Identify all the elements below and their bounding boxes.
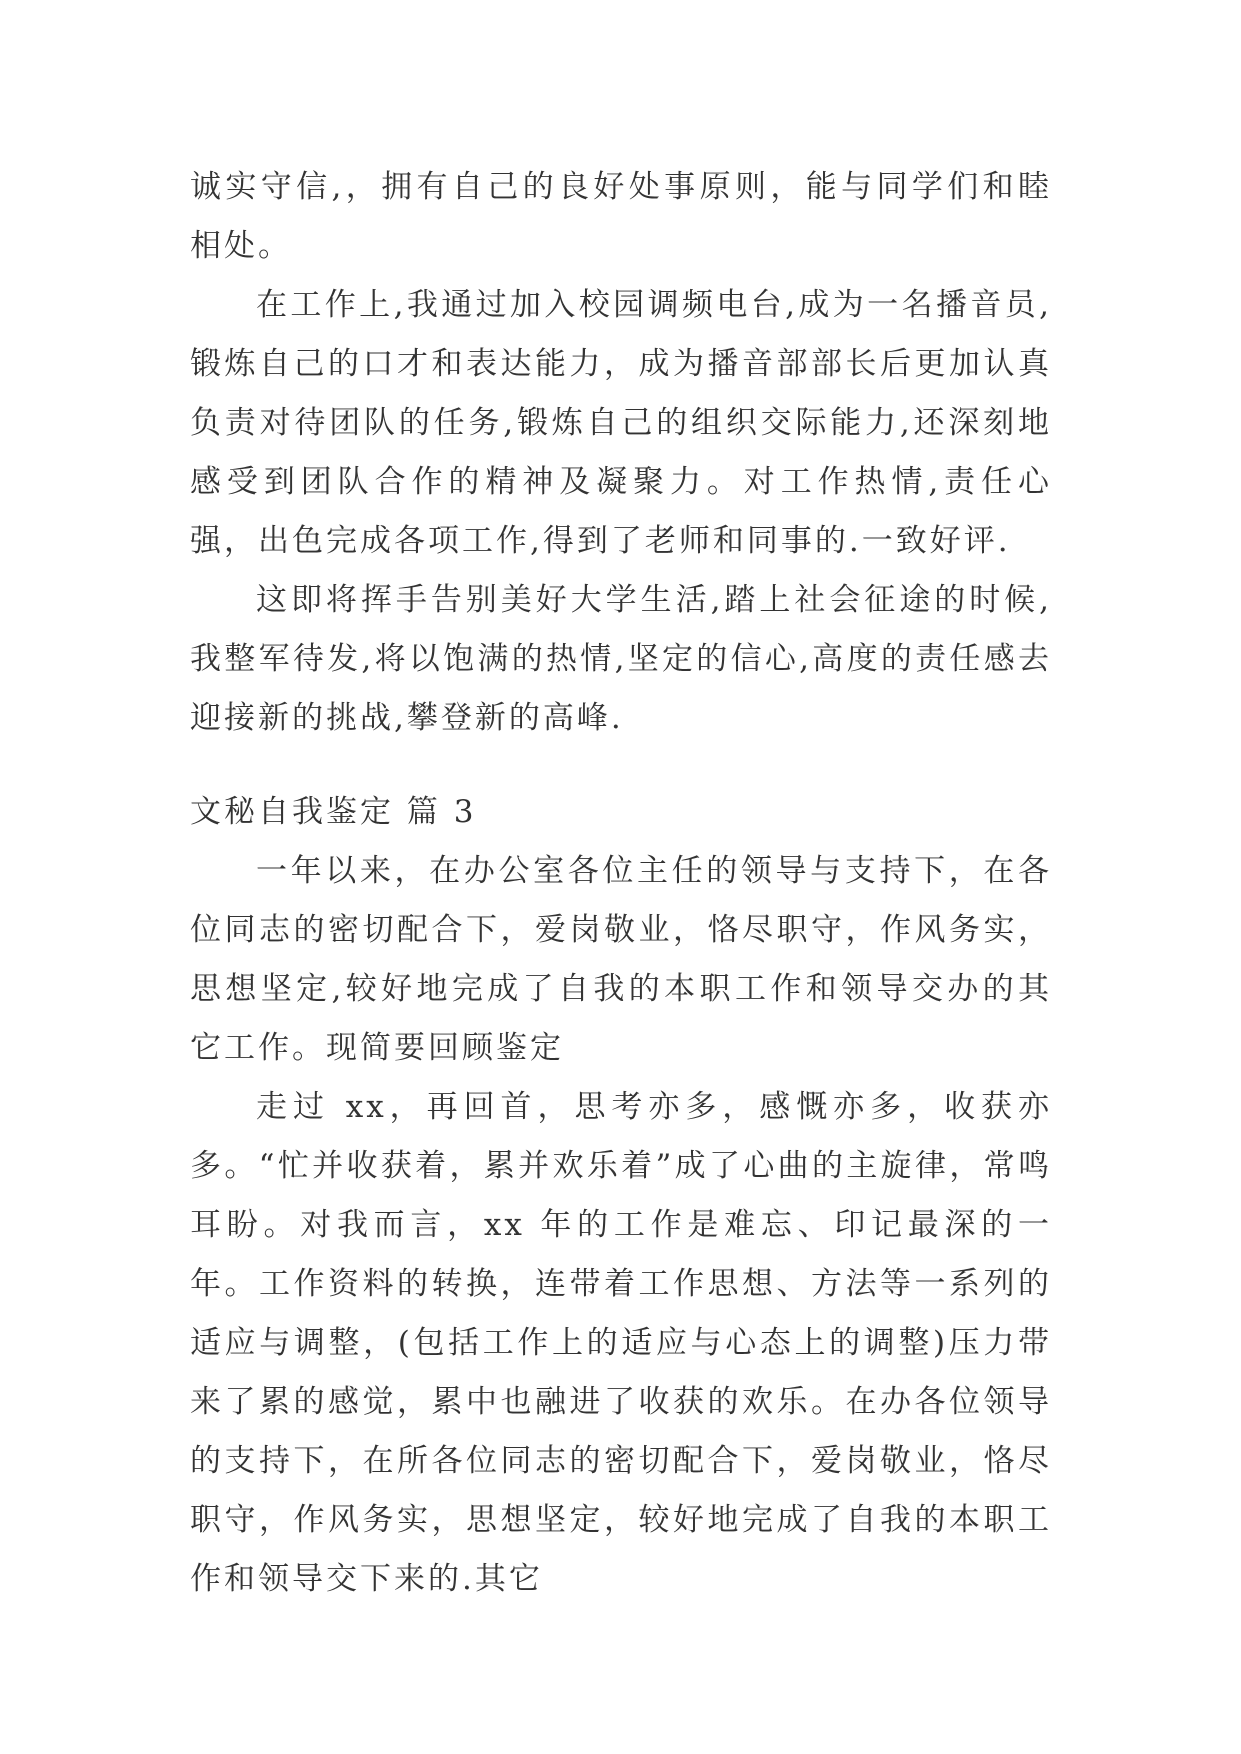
paragraph-farewell: 这即将挥手告别美好大学生活,踏上社会征途的时候,我整军待发,将以饱满的热情,坚定的信心,高度的责任感去迎接新的挑战,攀登新的高峰. <box>190 582 1052 736</box>
paragraph-work: 在工作上,我通过加入校园调频电台,成为一名播音员,锻炼自己的口才和表达能力，成为播音部部长后更加认真负责对待团队的任务,锻炼自己的组织交际能力,还深刻地感受到团队合作的精神及凝聚力。对工作热情,责任心强，出色完成各项工作,得到了老师和同事的.一致好评. <box>190 287 1052 559</box>
paragraph-summary: 一年以来，在办公室各位主任的领导与支持下，在各位同志的密切配合下，爱岗敬业，恪尽职守，作风务实，思想坚定,较好地完成了自我的本职工作和领导交办的其它工作。现简要回顾鉴定 <box>190 853 1052 1066</box>
paragraph-continuation: 诚实守信,，拥有自己的良好处事原则，能与同学们和睦相处。 <box>190 169 1052 264</box>
paragraph-review: 走过 xx，再回首，思考亦多，感慨亦多，收获亦多。“忙并收获着，累并欢乐着”成了心曲的主旋律，常鸣耳盼。对我而言，xx 年的工作是难忘、印记最深的一年。工作资料的转换，连带着工作思想、方法等一系列的适应与调整，(包括工作上的适应与心态上的调整)压力带来了累的感觉，累中也融进了收获的欢乐。在办各位领导的支持下，在所各位同志的密切配合下，爱岗敬业，恪尽职守，作风务实，思想坚定，较好地完成了自我的本职工作和领导交下来的.其它 <box>190 1089 1052 1597</box>
section-heading: 文秘自我鉴定 篇 3 <box>190 794 477 830</box>
document-body <box>190 158 1052 1609</box>
